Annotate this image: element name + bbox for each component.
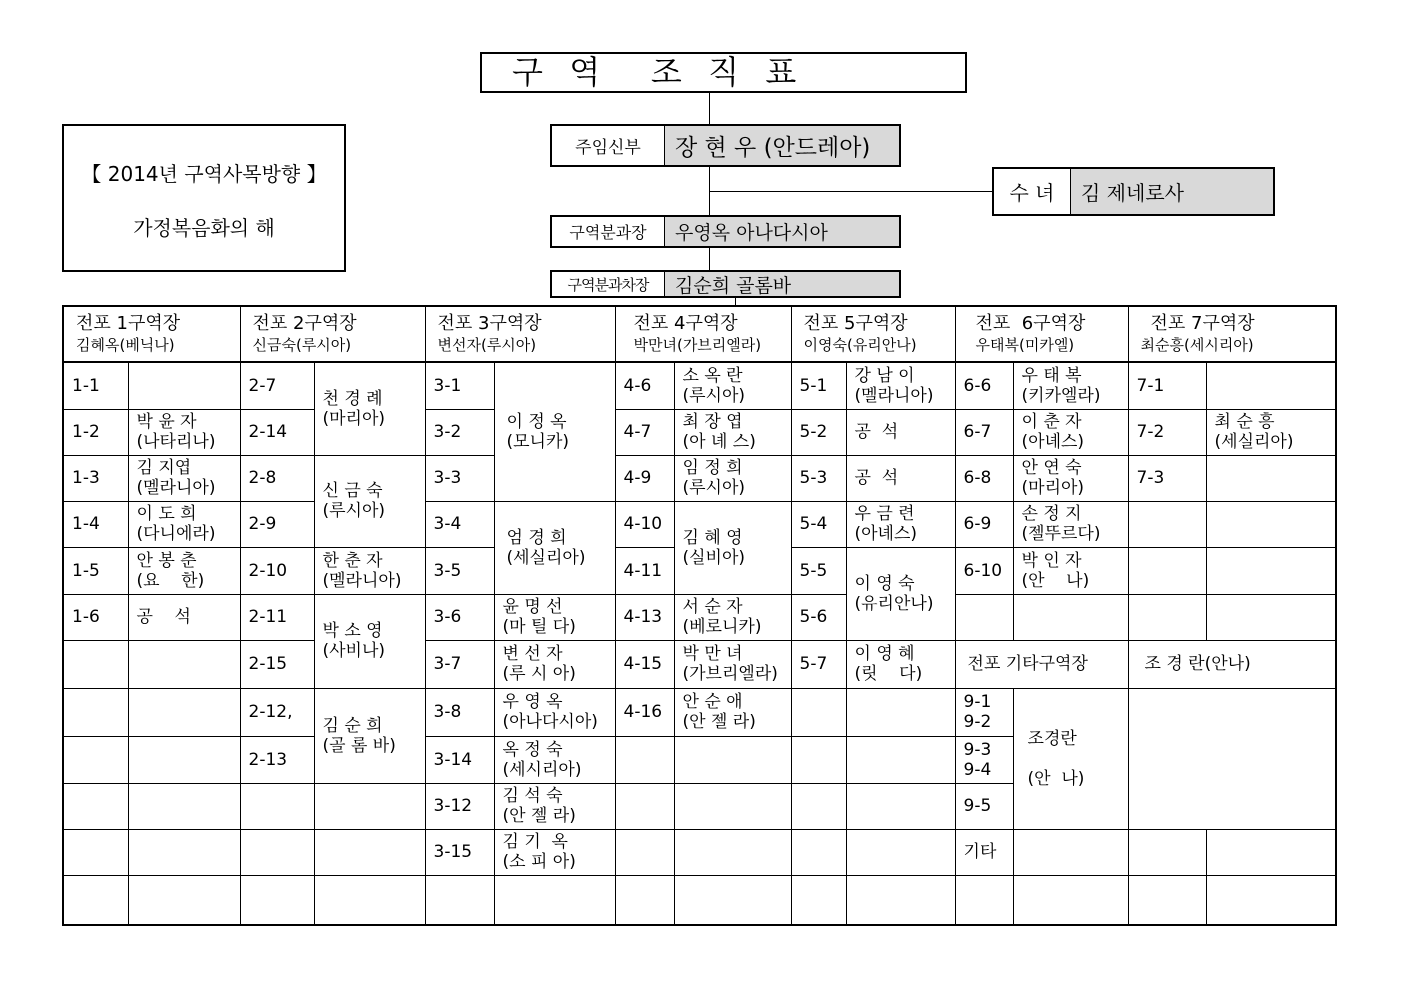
empty-cell xyxy=(63,875,128,925)
district-code: 5-5 xyxy=(791,547,846,594)
zone4-header xyxy=(615,306,791,362)
nun-name: 김 제네로사 xyxy=(1071,169,1273,214)
zone-title: 전포 3구역장 xyxy=(437,313,542,334)
district-code xyxy=(63,688,128,736)
zone-leader: 신금숙(루시아) xyxy=(252,336,352,354)
district-code: 기타 xyxy=(955,829,1013,875)
district-code xyxy=(240,783,314,829)
district-leader: 박 만 녀 (가브리엘라) xyxy=(674,640,791,688)
district-leader xyxy=(314,783,425,829)
district-code: 3-12 xyxy=(425,783,494,829)
district-code: 7-2 xyxy=(1128,409,1206,455)
district-leader xyxy=(128,640,240,688)
zone-leader: 김혜옥(베닉나) xyxy=(76,336,175,354)
table-row xyxy=(63,501,1336,547)
nun-box xyxy=(992,167,1275,216)
district-code: 2-15 xyxy=(240,640,314,688)
district-leader xyxy=(1206,547,1336,594)
district-code: 3-1 xyxy=(425,362,494,409)
empty-cell xyxy=(674,875,791,925)
district-leader: 우 영 옥 (아나다시아) xyxy=(494,688,615,736)
zone-title: 전포 4구역장 xyxy=(633,313,738,334)
district-code: 4-7 xyxy=(615,409,674,455)
chief-name: 우영옥 아나다시아 xyxy=(665,217,899,246)
district-code xyxy=(63,829,128,875)
zone-leader: 이영숙(유리안나) xyxy=(803,336,917,354)
district-leader: 윤 명 선 (마 틸 다) xyxy=(494,594,615,640)
district-leader: 안 봉 춘 (요 한) xyxy=(128,547,240,594)
table-row xyxy=(63,829,1336,875)
district-code: 3-15 xyxy=(425,829,494,875)
district-code: 1-3 xyxy=(63,455,128,501)
page-title: 구 역 조 직 표 xyxy=(480,52,967,93)
pastor-box xyxy=(550,124,901,167)
district-leader xyxy=(1206,501,1336,547)
empty-cell xyxy=(1206,875,1336,925)
district-leader: 한 춘 자 (멜라니아) xyxy=(314,547,425,594)
pastor-label: 주임신부 xyxy=(552,126,665,165)
pastoral-direction-heading: 【 2014년 구역사목방향 】 xyxy=(81,162,327,186)
district-leader xyxy=(1206,362,1336,409)
district-code: 2-8 xyxy=(240,455,314,501)
district-leader xyxy=(314,829,425,875)
empty-cell xyxy=(846,875,955,925)
district-code: 9-1 9-2 xyxy=(955,688,1013,736)
district-code: 4-15 xyxy=(615,640,674,688)
district-leader xyxy=(128,362,240,409)
district-code: 5-6 xyxy=(791,594,846,640)
district-leader: 이 영 숙 (유리안나) xyxy=(846,547,955,640)
vice-chief-box xyxy=(550,270,901,298)
district-leader xyxy=(128,688,240,736)
empty-cell xyxy=(314,875,425,925)
empty-cell xyxy=(955,875,1013,925)
empty-cell xyxy=(1128,688,1336,829)
district-leader: 박 소 영 (사비나) xyxy=(314,594,425,688)
district-code xyxy=(615,783,674,829)
district-code: 7-1 xyxy=(1128,362,1206,409)
empty-cell xyxy=(128,875,240,925)
district-leader: 우 태 복 (키카엘라) xyxy=(1013,362,1128,409)
zone6-header xyxy=(955,306,1128,362)
district-leader: 김 지엽 (멜라니아) xyxy=(128,455,240,501)
district-leader xyxy=(128,829,240,875)
empty-cell xyxy=(425,875,494,925)
district-code: 7-3 xyxy=(1128,455,1206,501)
district-leader xyxy=(1013,829,1128,875)
district-leader: 임 정 희 (루시아) xyxy=(674,455,791,501)
district-leader: 김 석 숙 (안 젤 라) xyxy=(494,783,615,829)
district-leader: 소 옥 란 (루시아) xyxy=(674,362,791,409)
district-code xyxy=(63,736,128,783)
table-row xyxy=(63,455,1336,501)
district-leader xyxy=(1206,594,1336,640)
district-code: 3-6 xyxy=(425,594,494,640)
vice-chief-label: 구역분과차장 xyxy=(552,272,665,296)
district-leader: 김 기 옥 (소 피 아) xyxy=(494,829,615,875)
district-code xyxy=(63,783,128,829)
district-code: 3-7 xyxy=(425,640,494,688)
district-code xyxy=(63,640,128,688)
district-leader: 공 석 xyxy=(846,455,955,501)
district-leader: 공 석 xyxy=(128,594,240,640)
table-row xyxy=(63,409,1336,455)
district-leader: 이 정 옥 (모니카) xyxy=(494,362,615,501)
district-leader: 최 장 엽 (아 녜 스) xyxy=(674,409,791,455)
district-leader: 이 영 혜 (릿 다) xyxy=(846,640,955,688)
district-code: 6-9 xyxy=(955,501,1013,547)
district-code: 4-13 xyxy=(615,594,674,640)
district-code: 1-2 xyxy=(63,409,128,455)
district-code: 6-8 xyxy=(955,455,1013,501)
chief-label: 구역분과장 xyxy=(552,217,665,246)
etc-zone-leader: 조 경 란(안나) xyxy=(1128,640,1336,688)
district-code: 1-6 xyxy=(63,594,128,640)
district-code: 3-8 xyxy=(425,688,494,736)
district-leader xyxy=(846,829,955,875)
empty-cell xyxy=(615,875,674,925)
district-leader: 박 인 자 (안 나) xyxy=(1013,547,1128,594)
district-code: 1-5 xyxy=(63,547,128,594)
district-leader: 안 연 숙 (마리아) xyxy=(1013,455,1128,501)
district-code xyxy=(1128,547,1206,594)
district-leader xyxy=(128,736,240,783)
district-leader: 최 순 흥 (세실리아) xyxy=(1206,409,1336,455)
district-leader: 강 남 이 (멜라니아) xyxy=(846,362,955,409)
district-leader xyxy=(1206,455,1336,501)
district-code: 3-4 xyxy=(425,501,494,547)
district-leader: 김 혜 영 (실비아) xyxy=(674,501,791,594)
zone-leader: 우태복(미카엘) xyxy=(975,336,1075,354)
zone1-header xyxy=(63,306,240,362)
district-leader: 서 순 자 (베로니카) xyxy=(674,594,791,640)
district-code xyxy=(1128,501,1206,547)
district-leader xyxy=(128,783,240,829)
district-leader: 천 경 례 (마리아) xyxy=(314,362,425,455)
district-leader: 엄 경 희 (세실리아) xyxy=(494,501,615,594)
district-code: 3-3 xyxy=(425,455,494,501)
district-code xyxy=(615,736,674,783)
district-code: 9-5 xyxy=(955,783,1013,829)
zone-leader: 박만녀(가브리엘라) xyxy=(633,336,762,354)
district-code xyxy=(791,736,846,783)
district-leader: 이 도 희 (다니에라) xyxy=(128,501,240,547)
district-code: 2-13 xyxy=(240,736,314,783)
pastoral-direction-box xyxy=(62,124,346,272)
district-leader xyxy=(1206,829,1336,875)
zone7-header xyxy=(1128,306,1336,362)
district-code: 9-3 9-4 xyxy=(955,736,1013,783)
district-code: 5-3 xyxy=(791,455,846,501)
district-code: 1-1 xyxy=(63,362,128,409)
district-leader xyxy=(674,736,791,783)
district-code: 3-2 xyxy=(425,409,494,455)
district-code: 2-7 xyxy=(240,362,314,409)
district-code xyxy=(791,688,846,736)
etc-zone-title: 전포 기타구역장 xyxy=(955,640,1128,688)
connector-line xyxy=(709,191,993,192)
pastor-name: 장 현 우 (안드레아) xyxy=(665,126,899,165)
district-leader xyxy=(846,688,955,736)
district-code: 2-14 xyxy=(240,409,314,455)
zone-leader: 최순흥(세시리아) xyxy=(1140,336,1254,354)
zone5-header xyxy=(791,306,955,362)
district-code: 4-10 xyxy=(615,501,674,547)
district-leader xyxy=(846,736,955,783)
district-code xyxy=(240,829,314,875)
nun-label: 수 녀 xyxy=(994,169,1071,214)
district-leader: 조경란 (안 나) xyxy=(1013,688,1128,829)
table-row xyxy=(63,875,1336,925)
zone-title: 전포 5구역장 xyxy=(803,313,908,334)
district-leader: 김 순 희 (골 롬 바) xyxy=(314,688,425,783)
vice-chief-name: 김순희 골롬바 xyxy=(665,272,899,296)
district-code: 2-11 xyxy=(240,594,314,640)
pastoral-direction-text: 가정복음화의 해 xyxy=(133,216,275,240)
zone-title: 전포 1구역장 xyxy=(76,313,181,334)
empty-cell xyxy=(1128,875,1206,925)
district-code: 2-12, xyxy=(240,688,314,736)
zone-title: 전포 2구역장 xyxy=(252,313,357,334)
chief-box xyxy=(550,215,901,248)
district-code: 3-14 xyxy=(425,736,494,783)
district-code xyxy=(1128,594,1206,640)
empty-cell xyxy=(791,875,846,925)
district-leader: 신 금 숙 (루시아) xyxy=(314,455,425,547)
empty-cell xyxy=(1013,875,1128,925)
district-leader: 우 금 련 (아녜스) xyxy=(846,501,955,547)
connector-line xyxy=(709,93,710,125)
table-row xyxy=(63,640,1336,688)
district-code: 5-4 xyxy=(791,501,846,547)
district-leader: 안 순 애 (안 젤 라) xyxy=(674,688,791,736)
district-leader: 이 춘 자 (아녜스) xyxy=(1013,409,1128,455)
empty-cell xyxy=(494,875,615,925)
district-code xyxy=(955,594,1013,640)
district-table xyxy=(62,305,1337,926)
district-code: 4-9 xyxy=(615,455,674,501)
connector-line xyxy=(709,247,710,271)
table-row xyxy=(63,688,1336,736)
district-leader: 박 윤 자 (나타리나) xyxy=(128,409,240,455)
district-leader xyxy=(1013,594,1128,640)
district-leader: 손 정 지 (젤뚜르다) xyxy=(1013,501,1128,547)
zone2-header xyxy=(240,306,425,362)
district-code xyxy=(791,829,846,875)
district-code: 5-2 xyxy=(791,409,846,455)
district-leader: 공 석 xyxy=(846,409,955,455)
district-code: 1-4 xyxy=(63,501,128,547)
district-code: 6-7 xyxy=(955,409,1013,455)
district-leader: 변 선 자 (루 시 아) xyxy=(494,640,615,688)
zone-title: 전포 6구역장 xyxy=(975,313,1086,334)
table-row xyxy=(63,362,1336,409)
district-code: 5-7 xyxy=(791,640,846,688)
header-row xyxy=(63,306,1336,362)
zone-title: 전포 7구역장 xyxy=(1150,313,1255,334)
district-code: 3-5 xyxy=(425,547,494,594)
district-leader xyxy=(846,783,955,829)
district-code: 5-1 xyxy=(791,362,846,409)
district-code: 6-10 xyxy=(955,547,1013,594)
empty-cell xyxy=(240,875,314,925)
district-code: 2-9 xyxy=(240,501,314,547)
district-code: 4-16 xyxy=(615,688,674,736)
district-code xyxy=(615,829,674,875)
district-leader xyxy=(674,783,791,829)
zone3-header xyxy=(425,306,615,362)
district-leader: 옥 정 숙 (세시리아) xyxy=(494,736,615,783)
district-code: 4-6 xyxy=(615,362,674,409)
district-code: 2-10 xyxy=(240,547,314,594)
zone-leader: 변선자(루시아) xyxy=(437,336,537,354)
table-row xyxy=(63,594,1336,640)
district-leader xyxy=(674,829,791,875)
district-code xyxy=(1128,829,1206,875)
district-code: 4-11 xyxy=(615,547,674,594)
district-code: 6-6 xyxy=(955,362,1013,409)
district-code xyxy=(791,783,846,829)
